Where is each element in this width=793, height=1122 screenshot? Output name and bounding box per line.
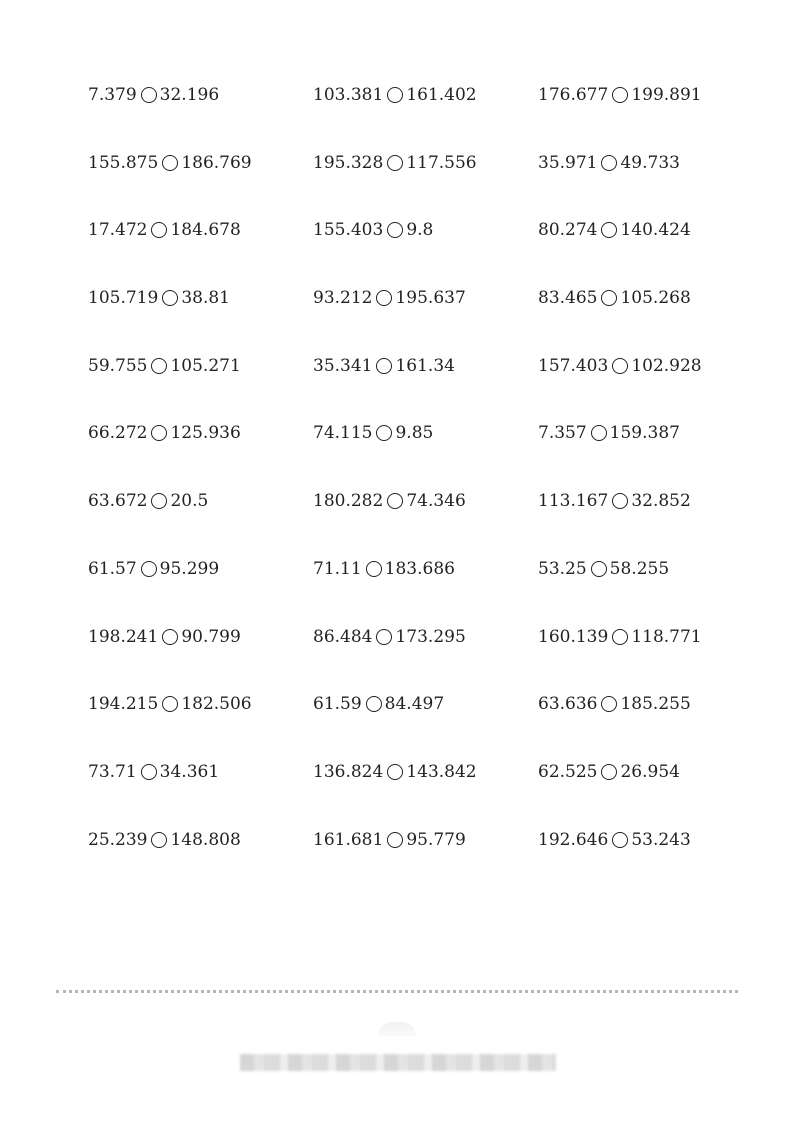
answer-circle[interactable] [612, 493, 628, 509]
left-number: 80.274 [538, 220, 598, 241]
left-number: 61.57 [88, 558, 137, 579]
comparison-problem [88, 554, 313, 584]
comparison-problem [313, 148, 538, 178]
comparison-problem [538, 418, 763, 448]
right-number: 117.556 [406, 152, 477, 173]
answer-circle[interactable] [601, 696, 617, 712]
left-number: 157.403 [538, 355, 609, 376]
right-number: 74.346 [406, 491, 466, 512]
right-number: 32.196 [159, 85, 220, 105]
comparison-problem [88, 80, 313, 110]
comparison-problem [538, 148, 763, 178]
right-number: 195.637 [395, 288, 466, 309]
right-number: 199.891 [631, 85, 702, 105]
left-number: 61.59 [313, 694, 362, 715]
answer-circle[interactable] [612, 832, 628, 848]
comparison-problem [538, 689, 763, 719]
left-number: 7.357 [538, 423, 587, 444]
comparison-problem [313, 80, 538, 110]
right-number: 182.506 [181, 694, 252, 715]
answer-circle[interactable] [601, 764, 617, 780]
answer-circle[interactable] [601, 290, 617, 306]
comparison-problem [313, 622, 538, 652]
comparison-problem [88, 283, 313, 313]
left-number: 103.381 [313, 85, 384, 105]
comparison-problem [538, 486, 763, 516]
right-number: 102.928 [631, 355, 702, 376]
right-number: 143.842 [406, 761, 477, 782]
right-number: 34.361 [159, 761, 220, 782]
right-number: 148.808 [170, 829, 241, 850]
comparison-problem [88, 148, 313, 178]
answer-circle[interactable] [387, 764, 403, 780]
answer-circle[interactable] [141, 561, 157, 577]
answer-circle[interactable] [591, 561, 607, 577]
left-number: 136.824 [313, 761, 384, 782]
comparison-problem [88, 622, 313, 652]
comparison-problem [88, 757, 313, 787]
answer-circle[interactable] [151, 358, 167, 374]
comparison-problem [313, 486, 538, 516]
left-number: 25.239 [88, 829, 148, 850]
left-number: 86.484 [313, 626, 373, 647]
right-number: 183.686 [384, 558, 455, 579]
answer-circle[interactable] [366, 561, 382, 577]
left-number: 7.379 [88, 85, 137, 105]
left-number: 71.11 [313, 558, 362, 579]
answer-circle[interactable] [376, 629, 392, 645]
comparison-problem [313, 554, 538, 584]
right-number: 58.255 [609, 558, 670, 579]
left-number: 35.971 [538, 152, 598, 173]
left-number: 198.241 [88, 626, 159, 647]
right-number: 95.779 [406, 829, 466, 850]
left-number: 194.215 [88, 694, 159, 715]
answer-circle[interactable] [162, 629, 178, 645]
comparison-problem [88, 689, 313, 719]
comparison-problem [313, 418, 538, 448]
comparison-problem [313, 689, 538, 719]
right-number: 161.34 [395, 355, 455, 376]
answer-circle[interactable] [151, 832, 167, 848]
answer-circle[interactable] [376, 425, 392, 441]
comparison-problem [538, 554, 763, 584]
comparison-problem [88, 825, 313, 855]
left-number: 73.71 [88, 761, 137, 782]
left-number: 180.282 [313, 491, 384, 512]
answer-circle[interactable] [141, 87, 157, 103]
right-number: 118.771 [631, 626, 702, 647]
comparison-problem [538, 80, 763, 110]
right-number: 140.424 [620, 220, 691, 241]
comparison-problem [313, 215, 538, 245]
right-number: 125.936 [170, 423, 241, 444]
right-number: 38.81 [181, 288, 230, 309]
right-number: 95.299 [159, 558, 220, 579]
dotted-divider [56, 990, 738, 993]
right-number: 184.678 [170, 220, 241, 241]
right-number: 84.497 [384, 694, 445, 715]
answer-circle[interactable] [601, 155, 617, 171]
right-number: 105.268 [620, 288, 691, 309]
right-number: 9.85 [395, 423, 434, 444]
left-number: 93.212 [313, 288, 373, 309]
comparison-problem [313, 757, 538, 787]
answer-circle[interactable] [366, 696, 382, 712]
comparison-problem [538, 825, 763, 855]
answer-circle[interactable] [151, 493, 167, 509]
right-number: 20.5 [170, 491, 209, 512]
left-number: 63.636 [538, 694, 598, 715]
comparison-problem [538, 757, 763, 787]
comparison-problem [88, 486, 313, 516]
answer-circle[interactable] [612, 87, 628, 103]
right-number: 161.402 [406, 85, 477, 105]
answer-circle[interactable] [376, 290, 392, 306]
answer-circle[interactable] [601, 222, 617, 238]
footer-blurred-text [240, 1054, 556, 1071]
comparison-problem [538, 351, 763, 381]
answer-circle[interactable] [162, 290, 178, 306]
comparison-problem [538, 622, 763, 652]
comparison-problem [538, 283, 763, 313]
right-number: 9.8 [406, 220, 434, 241]
right-number: 90.799 [181, 626, 241, 647]
left-number: 113.167 [538, 491, 609, 512]
left-number: 160.139 [538, 626, 609, 647]
left-number: 176.677 [538, 85, 609, 105]
answer-circle[interactable] [151, 425, 167, 441]
right-number: 159.387 [609, 423, 680, 444]
left-number: 155.875 [88, 152, 159, 173]
answer-circle[interactable] [612, 358, 628, 374]
answer-circle[interactable] [162, 696, 178, 712]
answer-circle[interactable] [387, 493, 403, 509]
answer-circle[interactable] [387, 155, 403, 171]
left-number: 192.646 [538, 829, 609, 850]
left-number: 195.328 [313, 152, 384, 173]
answer-circle[interactable] [151, 222, 167, 238]
left-number: 62.525 [538, 761, 598, 782]
left-number: 63.672 [88, 491, 148, 512]
answer-circle[interactable] [387, 87, 403, 103]
comparison-problem [88, 418, 313, 448]
answer-circle[interactable] [376, 358, 392, 374]
left-number: 105.719 [88, 288, 159, 309]
answer-circle[interactable] [162, 155, 178, 171]
right-number: 173.295 [395, 626, 466, 647]
answer-circle[interactable] [612, 629, 628, 645]
left-number: 83.465 [538, 288, 598, 309]
comparison-problem [538, 215, 763, 245]
left-number: 35.341 [313, 355, 373, 376]
right-number: 32.852 [631, 491, 691, 512]
left-number: 155.403 [313, 220, 384, 241]
comparison-problem [313, 351, 538, 381]
right-number: 26.954 [620, 761, 680, 782]
right-number: 105.271 [170, 355, 241, 376]
right-number: 49.733 [620, 152, 680, 173]
left-number: 74.115 [313, 423, 373, 444]
right-number: 186.769 [181, 152, 252, 173]
answer-circle[interactable] [141, 764, 157, 780]
left-number: 17.472 [88, 220, 148, 241]
comparison-problem-grid [88, 80, 768, 892]
right-number: 185.255 [620, 694, 691, 715]
footer-logo-icon [378, 1022, 416, 1036]
comparison-problem [88, 215, 313, 245]
comparison-problem [313, 283, 538, 313]
comparison-problem [313, 825, 538, 855]
comparison-problem [88, 351, 313, 381]
right-number: 53.243 [631, 829, 691, 850]
answer-circle[interactable] [387, 222, 403, 238]
answer-circle[interactable] [387, 832, 403, 848]
left-number: 66.272 [88, 423, 148, 444]
left-number: 161.681 [313, 829, 384, 850]
left-number: 59.755 [88, 355, 148, 376]
answer-circle[interactable] [591, 425, 607, 441]
left-number: 53.25 [538, 558, 587, 579]
